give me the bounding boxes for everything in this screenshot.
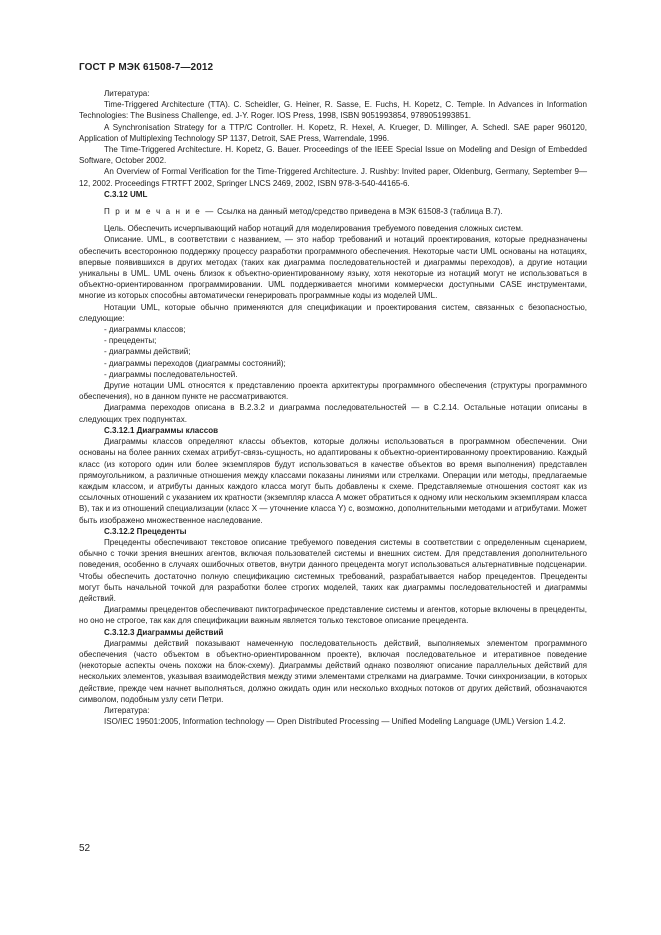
section-heading-activity-diagrams: C.3.12.3 Диаграммы действий <box>104 627 224 637</box>
page-number: 52 <box>79 843 91 854</box>
literature-label: Литература: <box>104 89 150 98</box>
transitions-paragraph: Диаграмма переходов описана в В.2.3.2 и диаграмма последовательностей — в С.2.14. Остальные нотации описаны в следующих трех подпунктах. <box>79 403 587 424</box>
reference-item: A Synchronisation Strategy for a TTP/C Controller. H. Kopetz, R. Hexel, A. Krueger, D. Millinger, A. Schedl. SAE paper 960120, Application of Multiplexing Technology SP 1137, Detroit, SAE Press, Warrendale, 1996. <box>79 122 587 143</box>
list-item: - диаграммы классов; <box>104 325 186 335</box>
list-item: - прецеденты; <box>104 336 157 346</box>
notations-intro: Нотации UML, которые обычно применяются для спецификации и проектирования систем, связанных с безопасностью, следующие: <box>79 302 587 323</box>
list-item: - диаграммы действий; <box>104 347 191 357</box>
section-heading-class-diagrams: C.3.12.1 Диаграммы классов <box>104 425 219 435</box>
note <box>79 206 587 217</box>
activity-diagrams-paragraph: Диаграммы действий показывают намеченную последовательность действий, выполняемых элементом программного обеспечения (часто объектом в объектно-ориентированном проекте), включая последовательное и итеративное поведение (некоторые аспекты очень похожи на блок-схему). Диаграммы действий однако позволяют описание параллельных действий для нескольких элементов, указывая взаимодействия между этими элементами стрелками на диаграмме. Точки синхронизации, в которых действие, прежде чем начнет выполняться, должно ожидать один или несколько входных потоков от других действий, обозначаются символом, подобным узлу сети Петри. <box>79 638 587 704</box>
reference-item: ISO/IEC 19501:2005, Information technology — Open Distributed Processing — Unified Modeling Language (UML) Version 1.4.2. <box>104 717 566 727</box>
reference-item: Time-Triggered Architecture (TTA). C. Scheidler, G. Heiner, R. Sasse, E. Fuchs, H. Kopetz, C. Temple. In Advances in Information Technologies: The Business Challenge, ed. J-Y. Roger. IOS Press, 1998, ISBN 9051993854, 9789051993851. <box>79 100 587 121</box>
architecture-paragraph: Другие нотации UML относятся к представлению проекта архитектуры программного обеспечения (структуры программного обеспечения), но в данном пункте не рассматриваются. <box>79 381 587 402</box>
note-text: Ссылка на данный метод/средство приведена в МЭК 61508-3 (таблица В.7). <box>214 207 503 217</box>
goal-paragraph: Цель. Обеспечить исчерпывающий набор нотаций для моделирования требуемого поведения сложных систем. <box>104 224 524 234</box>
reference-item: An Overview of Formal Verification for the Time-Triggered Architecture. J. Rushby: Invited paper, Oldenburg, Germany, September 9—12, 2002. Proceedings FTRTFT 2002, Springer LNCS 2469, 2002, ISBN 978-3-540-44165-6. <box>79 167 587 188</box>
use-cases-paragraph: Прецеденты обеспечивают текстовое описание требуемого поведения системы в соответствии с определенным сценарием, обычно с точки зрения внешних агентов, включая пользователей системы и внешних систем. Для представления дополнительного поведения, особенно в случаях ошибочных ответов, внутри данного прецедента могут использоваться альтернативные подсценарии. Чтобы обеспечить достаточно полную спецификацию системных требований, разрабатывается набор прецедентов. Прецеденты могут быть начальной точкой для разработки более строгих моделей, таких как диаграммы последовательностей и диаграммы действий. <box>79 537 587 603</box>
list-item: - диаграммы последовательностей. <box>104 369 238 379</box>
use-case-diagrams-paragraph: Диаграммы прецедентов обеспечивают пиктографическое представление системы и агентов, которые включены в прецеденты, но оно не строгое, так как для спецификации важным является только текстовое описание прецедента. <box>79 605 587 626</box>
document-body <box>79 88 587 727</box>
document-header: ГОСТ Р МЭК 61508-7—2012 <box>79 62 214 73</box>
class-diagrams-paragraph: Диаграммы классов определяют классы объектов, которые должны использоваться в программном обеспечении. Они основаны на более ранних схемах атрибут-связь-сущность, но адаптированы к объектно-ориентированному проектированию. Каждый класс (из которого один или более экземпляров будут использоваться в качестве объектов во время выполнения) представлен прямоугольником, а различные отношения между классами показаны линиями или стрелками. Операции или методы, предлагаемые каждым классом, и атрибуты данных каждого класса могут быть добавлены к схеме. Представляемые отношения состоят как из ссылочных отношений с указанием их кратности (экземпляр класса А может обратиться к одному или нескольким экземплярам класса В), так и из отношений специализации (класс X — уточнение класса Y) с, возможно, дополнительными методами и атрибутами. Может быть изображено множественное наследование. <box>79 437 587 525</box>
list-item: - диаграммы переходов (диаграммы состояний); <box>104 358 286 368</box>
section-heading-uml: C.3.12 UML <box>104 189 148 199</box>
literature-label: Литература: <box>104 705 150 715</box>
note-label: П р и м е ч а н и е — <box>104 207 215 217</box>
reference-item: The Time-Triggered Architecture. H. Kopetz, G. Bauer. Proceedings of the IEEE Special Issue on Modeling and Design of Embedded Software, October 2002. <box>79 145 587 166</box>
description-paragraph: Описание. UML, в соответствии с названием, — это набор требований и нотаций проектирования, которые предназначены обеспечить всесторонною поддержку процессу разработки программного обеспечения. Некоторые части UML основаны на нотациях, впервые появившихся в других методах (таких как диаграмма последовательностей и диаграммы переходов), а другие нотации уникальны в UML. UML очень близок к объектно-ориентированному языку, хотя некоторые из нотаций могут не использоваться в объектно-ориентированном программировании. UML поддерживается многими коммерчески доступными CASE инструментами, многие из которых способны автоматически генерировать программные коды из моделей UML. <box>79 235 587 301</box>
section-heading-use-cases: C.3.12.2 Прецеденты <box>104 526 187 536</box>
